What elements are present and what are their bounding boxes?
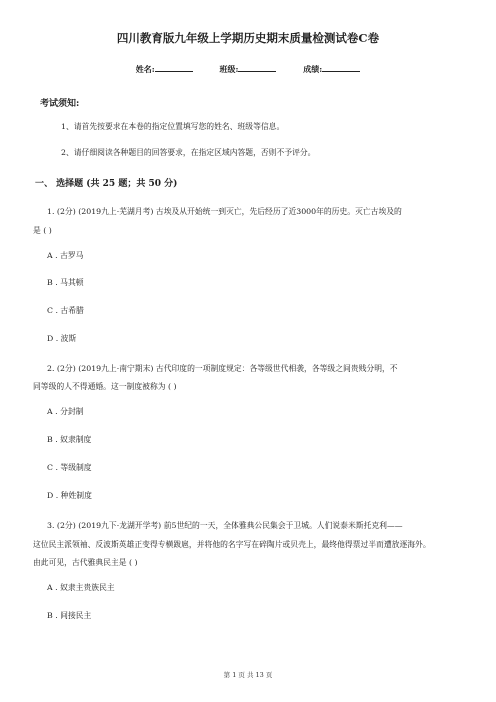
question-3-line-2: 这位民主派领袖、反波斯英雄正变得专横跋扈，并将他的名字写在碎陶片或贝壳上，最终他得票过半而遭放逐海外。 bbox=[33, 540, 431, 549]
student-info-fields bbox=[0, 63, 496, 75]
question-1-option-a: A . 古罗马 bbox=[47, 251, 84, 260]
question-3-line-1: 3. (2分) (2019九下·龙湖开学考) 前5世纪的一天，全体雅典公民集会于卫城。人们说泰米斯托克利—— bbox=[47, 521, 403, 530]
question-1-line-2: 是 ( ) bbox=[33, 226, 52, 235]
question-3-option-b: B . 间接民主 bbox=[47, 611, 92, 620]
question-2-option-d: D . 种姓制度 bbox=[47, 491, 92, 500]
notice-item: 2、请仔细阅读各种题目的回答要求，在指定区域内答题，否则不予评分。 bbox=[61, 148, 316, 157]
notice-item: 1、请首先按要求在本卷的指定位置填写您的姓名、班级等信息。 bbox=[61, 122, 285, 131]
score-label: 成绩: bbox=[303, 64, 323, 74]
class-field bbox=[220, 63, 277, 75]
question-3-option-a: A . 奴隶主贵族民主 bbox=[47, 583, 115, 592]
question-2-option-a: A . 分封制 bbox=[47, 407, 84, 416]
question-2-line-1: 2. (2分) (2019九上·南宁期末) 古代印度的一项制度规定：各等级世代相袭，各等级之间贵贱分明，不 bbox=[47, 364, 398, 373]
page-title: 四川教育版九年级上学期历史期末质量检测试卷C卷 bbox=[116, 31, 380, 45]
question-1-option-c: C . 古希腊 bbox=[47, 306, 84, 315]
name-label: 姓名: bbox=[135, 64, 155, 74]
notice-title: 考试须知: bbox=[40, 99, 80, 109]
question-3-line-3: 由此可见，古代雅典民主是 ( ) bbox=[33, 558, 138, 567]
question-1-option-d: D . 波斯 bbox=[47, 334, 77, 343]
name-field bbox=[136, 63, 193, 75]
score-blank bbox=[322, 63, 360, 72]
score-field bbox=[303, 63, 360, 75]
question-2-line-2: 同等级的人不得通婚。这一制度被称为 ( ) bbox=[33, 382, 177, 391]
question-2-option-b: B . 奴隶制度 bbox=[47, 435, 92, 444]
name-blank bbox=[155, 63, 193, 72]
class-blank bbox=[238, 63, 276, 72]
class-label: 班级: bbox=[219, 64, 239, 74]
page-footer: 第 1 页 共 13 页 bbox=[223, 671, 273, 679]
section-title: 一、 选择题 (共 25 题；共 50 分) bbox=[35, 179, 178, 189]
question-2-option-c: C . 等级制度 bbox=[47, 463, 92, 472]
question-1-line-1: 1. (2分) (2019九上·芜湖月考) 古埃及从开始统一到灭亡，先后经历了近3000年的历史。灭亡古埃及的 bbox=[47, 207, 402, 216]
question-1-option-b: B . 马其顿 bbox=[47, 278, 84, 287]
